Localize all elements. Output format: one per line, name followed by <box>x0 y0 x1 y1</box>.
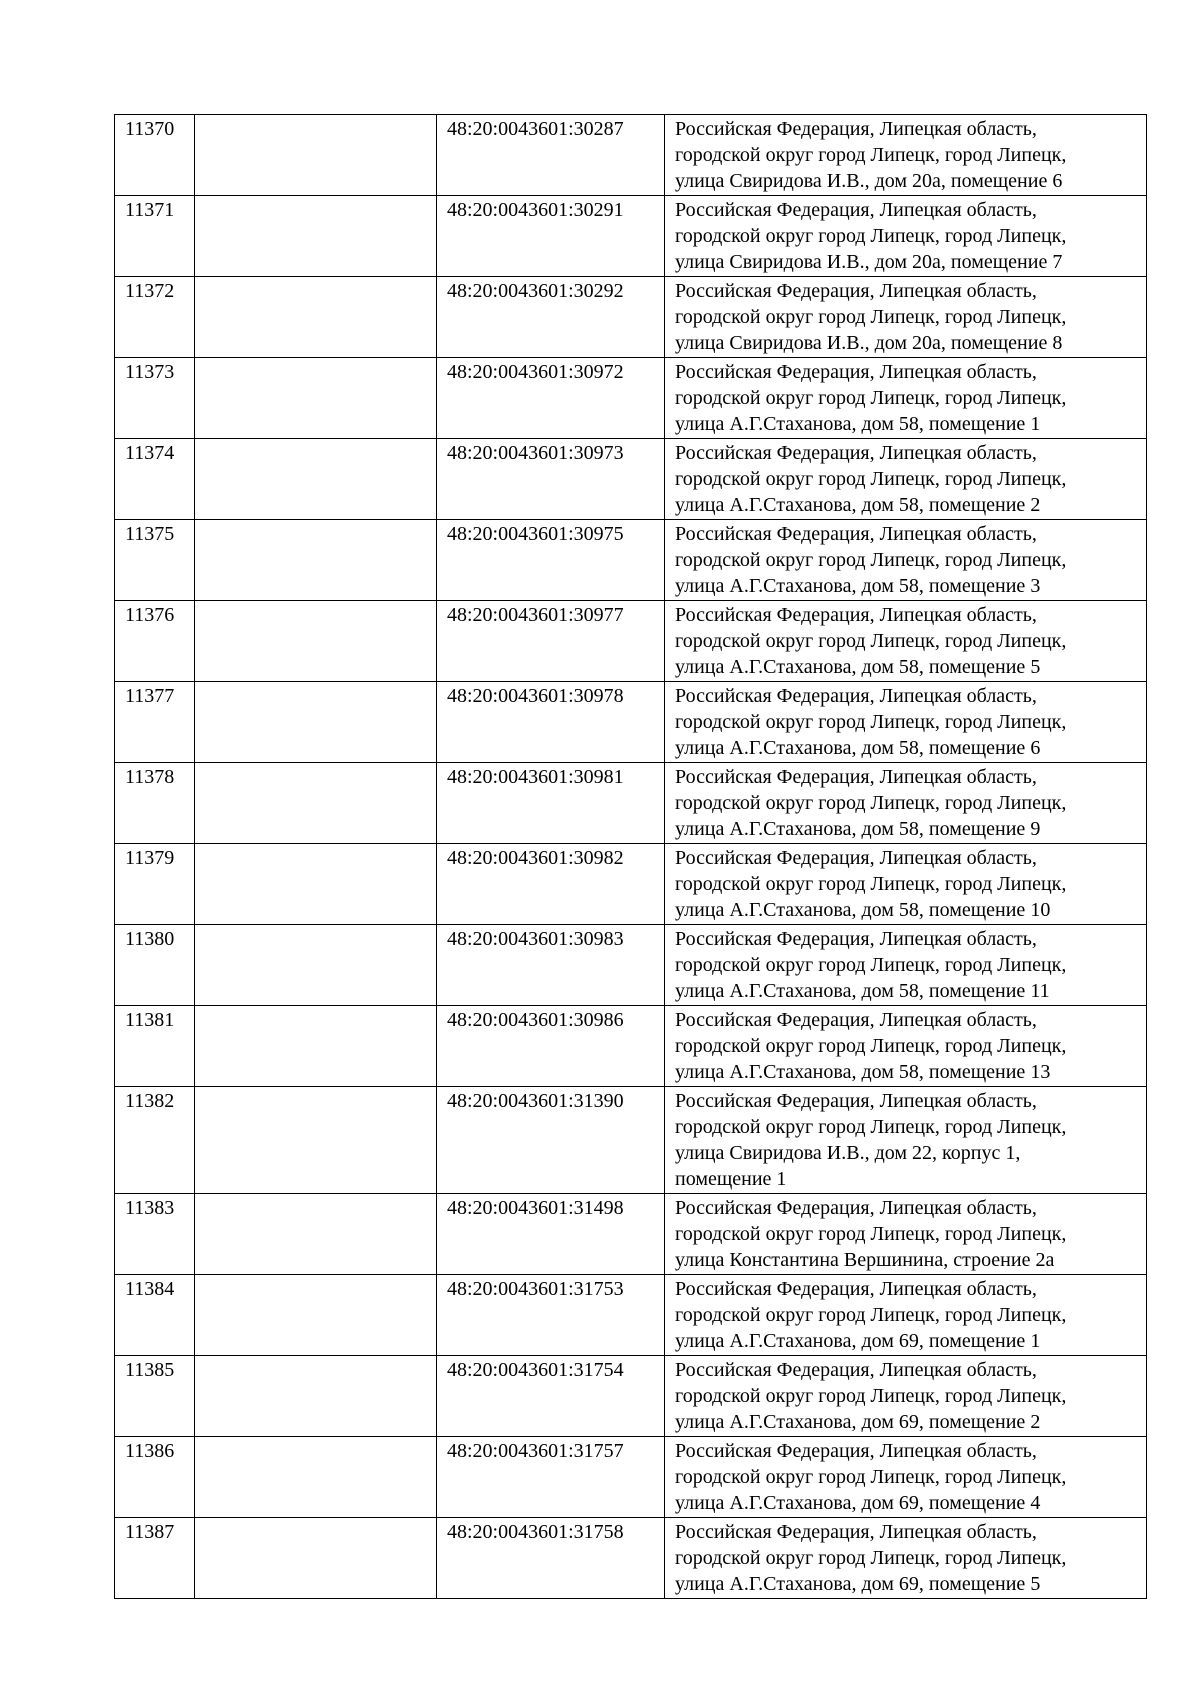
row-number: 11383 <box>115 1194 195 1275</box>
address-line: улица А.Г.Стаханова, дом 58, помещение 6 <box>675 737 1041 759</box>
address-line: городской округ город Липецк, город Липецк, <box>675 630 1067 652</box>
row-number: 11371 <box>115 196 195 277</box>
table-row <box>115 925 1147 1006</box>
address-line: Российская Федерация, Липецкая область, <box>675 523 1037 545</box>
cadastral-number: 48:20:0043601:31757 <box>437 1437 665 1518</box>
cadastral-number: 48:20:0043601:31758 <box>437 1518 665 1599</box>
address-line: улица Свиридова И.В., дом 20а, помещение 8 <box>675 332 1063 354</box>
address-cell <box>665 1437 1147 1518</box>
address-line: улица А.Г.Стаханова, дом 58, помещение 11 <box>675 980 1050 1002</box>
table-row <box>115 439 1147 520</box>
empty-cell <box>195 925 437 1006</box>
address-line: Российская Федерация, Липецкая область, <box>675 1197 1037 1219</box>
address-line: городской округ город Липецк, город Липецк, <box>675 1547 1067 1569</box>
row-number: 11385 <box>115 1356 195 1437</box>
address-line: городской округ город Липецк, город Липецк, <box>675 468 1067 490</box>
address-line: улица А.Г.Стаханова, дом 58, помещение 3 <box>675 575 1041 597</box>
address-cell <box>665 358 1147 439</box>
cadastral-number: 48:20:0043601:30292 <box>437 277 665 358</box>
empty-cell <box>195 277 437 358</box>
table-row <box>115 1356 1147 1437</box>
address-line: Российская Федерация, Липецкая область, <box>675 604 1037 626</box>
address-line: улица Свиридова И.В., дом 20а, помещение 7 <box>675 251 1063 273</box>
address-cell <box>665 196 1147 277</box>
address-line: улица А.Г.Стаханова, дом 58, помещение 10 <box>675 899 1051 921</box>
table-row <box>115 1194 1147 1275</box>
address-cell <box>665 1006 1147 1087</box>
address-line: улица А.Г.Стаханова, дом 69, помещение 5 <box>675 1573 1041 1595</box>
address-cell <box>665 601 1147 682</box>
address-cell <box>665 115 1147 196</box>
empty-cell <box>195 1194 437 1275</box>
cadastral-number: 48:20:0043601:30975 <box>437 520 665 601</box>
address-line: улица А.Г.Стаханова, дом 58, помещение 13 <box>675 1061 1051 1083</box>
cadastral-number: 48:20:0043601:31498 <box>437 1194 665 1275</box>
empty-cell <box>195 682 437 763</box>
address-line: Российская Федерация, Липецкая область, <box>675 766 1037 788</box>
empty-cell <box>195 196 437 277</box>
table-row <box>115 601 1147 682</box>
address-cell <box>665 763 1147 844</box>
address-line: Российская Федерация, Липецкая область, <box>675 1440 1037 1462</box>
address-line: Российская Федерация, Липецкая область, <box>675 685 1037 707</box>
empty-cell <box>195 601 437 682</box>
table-row <box>115 277 1147 358</box>
row-number: 11378 <box>115 763 195 844</box>
row-number: 11381 <box>115 1006 195 1087</box>
row-number: 11373 <box>115 358 195 439</box>
address-cell <box>665 439 1147 520</box>
address-line: Российская Федерация, Липецкая область, <box>675 280 1037 302</box>
row-number: 11370 <box>115 115 195 196</box>
address-line: городской округ город Липецк, город Липецк, <box>675 549 1067 571</box>
table-row <box>115 1518 1147 1599</box>
row-number: 11387 <box>115 1518 195 1599</box>
address-line: Российская Федерация, Липецкая область, <box>675 361 1037 383</box>
property-table <box>114 114 1147 1599</box>
empty-cell <box>195 844 437 925</box>
address-line: улица А.Г.Стаханова, дом 58, помещение 9 <box>675 818 1041 840</box>
address-line: улица А.Г.Стаханова, дом 69, помещение 2 <box>675 1411 1041 1433</box>
address-cell <box>665 520 1147 601</box>
table-row <box>115 844 1147 925</box>
address-cell <box>665 277 1147 358</box>
table-row <box>115 1275 1147 1356</box>
address-line: Российская Федерация, Липецкая область, <box>675 1359 1037 1381</box>
table-row <box>115 1006 1147 1087</box>
table-row <box>115 196 1147 277</box>
empty-cell <box>195 1518 437 1599</box>
address-line: городской округ город Липецк, город Липецк, <box>675 1116 1067 1138</box>
empty-cell <box>195 1006 437 1087</box>
address-line: городской округ город Липецк, город Липецк, <box>675 792 1067 814</box>
cadastral-number: 48:20:0043601:30982 <box>437 844 665 925</box>
cadastral-number: 48:20:0043601:30977 <box>437 601 665 682</box>
address-cell <box>665 1087 1147 1194</box>
row-number: 11384 <box>115 1275 195 1356</box>
table-row <box>115 1087 1147 1194</box>
empty-cell <box>195 1356 437 1437</box>
address-line: улица Свиридова И.В., дом 20а, помещение 6 <box>675 170 1063 192</box>
cadastral-number: 48:20:0043601:30973 <box>437 439 665 520</box>
cadastral-number: 48:20:0043601:30287 <box>437 115 665 196</box>
cadastral-number: 48:20:0043601:31754 <box>437 1356 665 1437</box>
row-number: 11374 <box>115 439 195 520</box>
empty-cell <box>195 763 437 844</box>
empty-cell <box>195 115 437 196</box>
empty-cell <box>195 1437 437 1518</box>
address-line: улица А.Г.Стаханова, дом 69, помещение 4 <box>675 1492 1041 1514</box>
address-line: городской округ город Липецк, город Липецк, <box>675 711 1067 733</box>
address-cell <box>665 844 1147 925</box>
cadastral-number: 48:20:0043601:30291 <box>437 196 665 277</box>
address-line: улица А.Г.Стаханова, дом 58, помещение 5 <box>675 656 1041 678</box>
address-line: Российская Федерация, Липецкая область, <box>675 928 1037 950</box>
address-line: улица А.Г.Стаханова, дом 58, помещение 2 <box>675 494 1041 516</box>
address-line: городской округ город Липецк, город Липецк, <box>675 1466 1067 1488</box>
row-number: 11372 <box>115 277 195 358</box>
cadastral-number: 48:20:0043601:31753 <box>437 1275 665 1356</box>
cadastral-number: 48:20:0043601:31390 <box>437 1087 665 1194</box>
address-line: Российская Федерация, Липецкая область, <box>675 1090 1037 1112</box>
table-row <box>115 115 1147 196</box>
address-line: Российская Федерация, Липецкая область, <box>675 1009 1037 1031</box>
address-line: Российская Федерация, Липецкая область, <box>675 442 1037 464</box>
address-line: городской округ город Липецк, город Липецк, <box>675 1385 1067 1407</box>
address-line: городской округ город Липецк, город Липецк, <box>675 225 1067 247</box>
empty-cell <box>195 1087 437 1194</box>
address-line: улица А.Г.Стаханова, дом 69, помещение 1 <box>675 1330 1041 1352</box>
row-number: 11375 <box>115 520 195 601</box>
address-line: улица Константина Вершинина, строение 2а <box>675 1249 1055 1271</box>
address-line: городской округ город Липецк, город Липецк, <box>675 306 1067 328</box>
address-line: городской округ город Липецк, город Липецк, <box>675 954 1067 976</box>
address-line: улица А.Г.Стаханова, дом 58, помещение 1 <box>675 413 1041 435</box>
row-number: 11382 <box>115 1087 195 1194</box>
address-line: улица Свиридова И.В., дом 22, корпус 1, <box>675 1142 1021 1164</box>
property-table-body <box>115 115 1147 1599</box>
address-line: городской округ город Липецк, город Липецк, <box>675 873 1067 895</box>
empty-cell <box>195 520 437 601</box>
address-cell <box>665 1275 1147 1356</box>
table-row <box>115 763 1147 844</box>
cadastral-number: 48:20:0043601:30981 <box>437 763 665 844</box>
cadastral-number: 48:20:0043601:30986 <box>437 1006 665 1087</box>
row-number: 11380 <box>115 925 195 1006</box>
cadastral-number: 48:20:0043601:30983 <box>437 925 665 1006</box>
address-line: городской округ город Липецк, город Липецк, <box>675 387 1067 409</box>
address-cell <box>665 1194 1147 1275</box>
cadastral-number: 48:20:0043601:30972 <box>437 358 665 439</box>
table-row <box>115 358 1147 439</box>
address-line: Российская Федерация, Липецкая область, <box>675 199 1037 221</box>
cadastral-number: 48:20:0043601:30978 <box>437 682 665 763</box>
address-line: Российская Федерация, Липецкая область, <box>675 1521 1037 1543</box>
row-number: 11377 <box>115 682 195 763</box>
empty-cell <box>195 439 437 520</box>
table-row <box>115 682 1147 763</box>
address-line: Российская Федерация, Липецкая область, <box>675 847 1037 869</box>
address-line: помещение 1 <box>675 1168 787 1190</box>
address-line: Российская Федерация, Липецкая область, <box>675 118 1037 140</box>
address-line: городской округ город Липецк, город Липецк, <box>675 1035 1067 1057</box>
address-cell <box>665 1356 1147 1437</box>
address-line: городской округ город Липецк, город Липецк, <box>675 1223 1067 1245</box>
address-line: Российская Федерация, Липецкая область, <box>675 1278 1037 1300</box>
address-line: городской округ город Липецк, город Липецк, <box>675 144 1067 166</box>
address-cell <box>665 1518 1147 1599</box>
address-line: городской округ город Липецк, город Липецк, <box>675 1304 1067 1326</box>
table-row <box>115 1437 1147 1518</box>
table-row <box>115 520 1147 601</box>
address-cell <box>665 682 1147 763</box>
address-cell <box>665 925 1147 1006</box>
row-number: 11379 <box>115 844 195 925</box>
row-number: 11386 <box>115 1437 195 1518</box>
row-number: 11376 <box>115 601 195 682</box>
empty-cell <box>195 1275 437 1356</box>
empty-cell <box>195 358 437 439</box>
